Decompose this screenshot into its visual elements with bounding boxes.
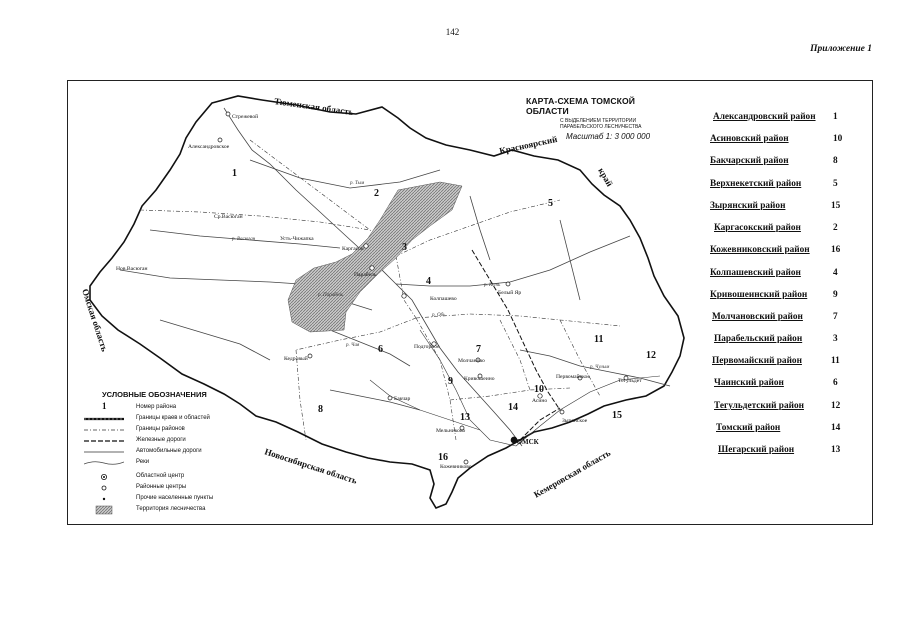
regional-center-symbol: [84, 472, 124, 482]
label-melnikovo: Мельниково: [436, 428, 466, 434]
label-kemerovo: Кемеровская область: [532, 447, 613, 500]
district-number: 12: [831, 401, 841, 411]
district-row: [706, 268, 856, 284]
district-name: Тегульдетский район: [714, 401, 804, 411]
district-number: 4: [833, 268, 838, 278]
district-number: 2: [833, 223, 838, 233]
legend-label: Прочие населенные пункты: [136, 495, 214, 501]
legend-label: Районные центры: [136, 484, 187, 490]
district-number: 16: [831, 245, 841, 255]
district-row: [706, 401, 856, 417]
label-kozhevnikovo: Кожевниково: [440, 464, 472, 470]
map-number-8: 8: [318, 404, 323, 415]
district-name: Чаинский район: [714, 378, 784, 388]
road-symbol: [84, 447, 124, 457]
legend-label: Областной центр: [136, 473, 185, 479]
legend-label: Автомобильные дороги: [136, 448, 202, 454]
label-molchanovo: Молчаново: [458, 358, 485, 364]
label-tyumen: Тюменская область: [273, 96, 355, 118]
label-ust-chizhapka: Усть-Чижапка: [280, 236, 314, 242]
label-asino: Асино: [532, 398, 548, 404]
legend-label: Железные дороги: [136, 437, 186, 443]
label-kolpashevo: Колпашево: [430, 296, 457, 302]
forestry-symbol: [84, 505, 124, 515]
label-krasnoyarsk: Красноярский: [498, 133, 559, 156]
district-name: Бакчарский район: [710, 156, 789, 166]
map-subtitle-line2: ПАРАБЕЛЬСКОГО ЛЕСНИЧЕСТВА: [560, 124, 642, 130]
legend-item: [80, 505, 270, 516]
legend-title: УСЛОВНЫЕ ОБОЗНАЧЕНИЯ: [102, 390, 207, 399]
legend-label: Границы районов: [136, 426, 185, 432]
legend-item: [80, 403, 270, 414]
label-krivosheino: Кривошеино: [464, 376, 495, 382]
railway-symbol: [84, 436, 124, 446]
map-number-11: 11: [594, 334, 604, 345]
label-river-chulym: р. Чулым: [590, 365, 610, 370]
district-number: 1: [833, 112, 838, 122]
district-name: Асиновский район: [710, 134, 789, 144]
district-number: 3: [833, 334, 838, 344]
label-bakchar: Бакчар: [394, 396, 411, 402]
map-number-14: 14: [508, 402, 518, 413]
district-row: [706, 201, 856, 217]
district-row: [706, 334, 856, 350]
district-row: [706, 445, 856, 461]
map-number-10: 10: [534, 384, 544, 395]
district-number: 8: [833, 156, 838, 166]
map-number-1: 1: [232, 168, 237, 179]
district-number: 15: [831, 201, 841, 211]
district-number: 11: [831, 356, 840, 366]
district-row: [706, 245, 856, 261]
map-number-5: 5: [548, 198, 553, 209]
map-number-7: 7: [476, 344, 481, 355]
district-row: [706, 356, 856, 372]
district-name: Кривошеинский район: [710, 290, 808, 300]
district-number: 13: [831, 445, 841, 455]
label-river-ket: р. Кеть: [484, 283, 501, 288]
district-number: 6: [833, 378, 838, 388]
map-number-4: 4: [426, 276, 431, 287]
map-number-9: 9: [448, 376, 453, 387]
legend-item: [80, 436, 270, 447]
district-number: 14: [831, 423, 841, 433]
map-number-15: 15: [612, 410, 622, 421]
label-sr-vasyugan: Ср.Васюган: [214, 214, 243, 220]
label-novosibirsk: Новосибирская область: [263, 446, 359, 486]
district-number: 10: [833, 134, 843, 144]
label-river-ob: р. Обь: [432, 313, 446, 318]
legend-item: [80, 414, 270, 425]
legend-item: [80, 447, 270, 458]
district-name: Верхнекетский район: [710, 179, 802, 189]
legend-item: [80, 483, 270, 494]
legend-label: Границы краев и областей: [136, 415, 210, 421]
map-title-block: [526, 96, 676, 141]
district-row: [706, 223, 856, 239]
district-name: Колпашевский район: [710, 268, 801, 278]
district-number: 9: [833, 290, 838, 300]
label-river-chaya: р. Чая: [346, 343, 360, 348]
label-bely-yar: Белый Яр: [498, 290, 522, 296]
legend-item: [80, 425, 270, 436]
map-number-16: 16: [438, 452, 448, 463]
label-aleksandrovskoe: Александровское: [188, 144, 230, 150]
label-tomsk: ТОМСК: [512, 438, 539, 446]
district-row: [706, 423, 856, 439]
river-symbol: [84, 458, 124, 468]
district-row: [706, 378, 856, 394]
label-strezhevoy: Стрежевой: [232, 114, 259, 120]
forestry-territory: [288, 182, 462, 332]
legend-item: [80, 472, 270, 483]
district-row: [706, 179, 856, 195]
district-number: 7: [833, 312, 838, 322]
label-tegultet: Тегульдет: [618, 378, 642, 384]
label-river-tym: р. Тым: [350, 181, 365, 186]
district-center-symbol: [84, 483, 124, 493]
map-scale: Масштаб 1: 3 000 000: [566, 132, 651, 141]
district-row: [706, 156, 856, 172]
district-row: [706, 312, 856, 328]
map-number-2: 2: [374, 188, 379, 199]
map-subtitle-line1: С ВЫДЕЛЕНИЕМ ТЕРРИТОРИИ: [560, 118, 637, 124]
district-border-symbol: [84, 425, 124, 435]
district-name: Кожевниковский район: [710, 245, 810, 255]
appendix-label: Приложение 1: [810, 44, 872, 54]
map-number-3: 3: [402, 242, 407, 253]
label-pervomayskoe: Первомайское: [556, 374, 590, 380]
map-number-12: 12: [646, 350, 656, 361]
district-name: Парабельский район: [714, 334, 803, 344]
map-number-6: 6: [378, 344, 383, 355]
label-kedrovy: Кедровый: [284, 356, 308, 362]
district-name: Зырянский район: [710, 201, 786, 211]
district-name: Томский район: [716, 423, 781, 433]
legend-label: Номер района: [136, 404, 177, 410]
district-name: Молчановский район: [712, 312, 803, 322]
legend-item: [80, 494, 270, 505]
district-name: Первомайский район: [712, 356, 802, 366]
legend-label: Территория лесничества: [136, 506, 206, 512]
label-podgornoe: Подгорное: [414, 344, 440, 350]
settlement-symbol: [84, 494, 124, 504]
region-border-symbol: [84, 414, 124, 424]
district-name: Каргасокский район: [714, 223, 801, 233]
label-zyryanskoe: Зырянское: [562, 418, 588, 424]
label-river-vasyugan: р. Васюган: [232, 237, 256, 242]
map-legend: [80, 390, 270, 512]
legend-item: [80, 458, 270, 469]
label-omsk: Омская область: [80, 287, 110, 353]
district-row: [706, 134, 856, 150]
page-number: 142: [445, 27, 460, 37]
legend-label: Реки: [136, 459, 150, 465]
district-name: Шегарский район: [718, 445, 795, 455]
map-number-13: 13: [460, 412, 470, 423]
label-river-parabel: р. Парабель: [318, 293, 344, 298]
label-kargasok: Каргасок: [342, 246, 364, 252]
district-row: [706, 290, 856, 306]
map-title: КАРТА-СХЕМА ТОМСКОЙ ОБЛАСТИ: [526, 96, 636, 116]
district-name: Александровский район: [713, 112, 816, 122]
legend-sample-number: 1: [102, 401, 107, 411]
label-parabel: Парабель: [354, 272, 377, 278]
district-number: 5: [833, 179, 838, 189]
label-nov-vasyugan: Нов.Васюган: [116, 266, 148, 272]
district-row: [706, 112, 856, 128]
label-krasnoyarsk-kray: край: [596, 166, 615, 189]
